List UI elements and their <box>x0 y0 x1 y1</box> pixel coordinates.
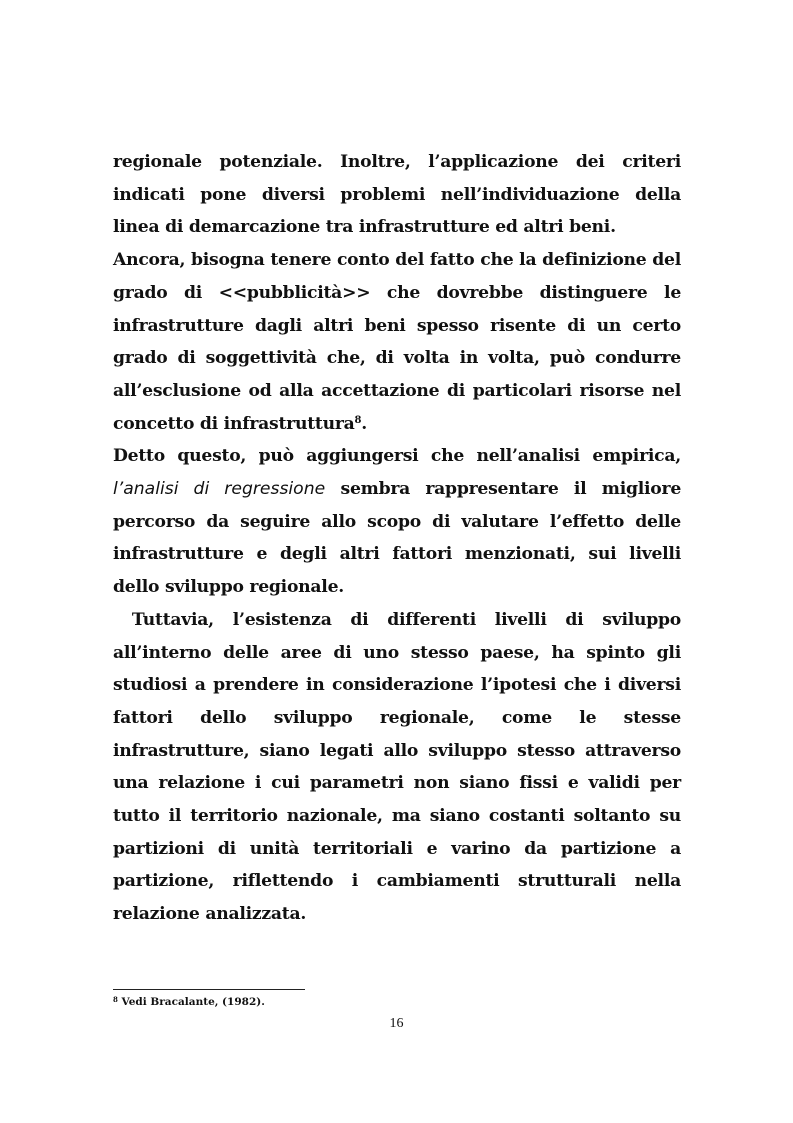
footnote-marker: 8 <box>113 995 118 1004</box>
paragraph-1: regionale potenziale. Inoltre, l’applicazione dei criteri indicati pone diversi problemi nell’individuazione della linea di demarcazione tra infrastrutture ed altri beni. <box>113 152 681 238</box>
paragraph-2-text: Ancora, bisogna tenere conto del fatto che la definizione del grado di <<pubblicità>> che dovrebbe distinguere le infrastrutture dagli altri beni spesso risente di un certo grado di soggettività che, di volta in volta, può condurre all’esclusione od alla accettazione di particolari risorse nel concetto di infrastruttura <box>113 250 681 434</box>
paragraph-3 <box>113 440 681 604</box>
paragraph-3-lead: Detto questo, può aggiungersi che nell’analisi empirica, <box>113 446 681 467</box>
footnote-reference[interactable]: 8 <box>354 414 362 426</box>
footnote-separator <box>113 989 305 990</box>
page-number: 16 <box>389 1016 404 1031</box>
footnote-text: Vedi Bracalante, (1982). <box>117 996 265 1008</box>
paragraph-2 <box>113 244 681 440</box>
paragraph-2-end: . <box>361 413 367 434</box>
body-text <box>113 146 687 931</box>
italic-term: l’analisi di regressione <box>113 479 326 500</box>
paragraph-3-tail: sembra rappresentare il migliore percorso da seguire allo scopo di valutare l’effetto delle infrastrutture e degli altri fattori menzionati, sui livelli dello sviluppo regionale. <box>113 479 681 598</box>
footnote <box>113 995 265 1009</box>
paragraph-4: Tuttavia, l’esistenza di differenti livelli di sviluppo all’interno delle aree di uno stesso paese, ha spinto gli studiosi a prendere in considerazione l’ipotesi che i diversi fattori dello sviluppo regionale, come le stesse infrastrutture, siano legati allo sviluppo stesso attraverso una relazione i cui parametri non siano fissi e validi per tutto il territorio nazionale, ma siano costanti soltanto su partizioni di unità territoriali e varino da partizione a partizione, riflettendo i cambiamenti strutturali nella relazione analizzata. <box>113 609 687 925</box>
